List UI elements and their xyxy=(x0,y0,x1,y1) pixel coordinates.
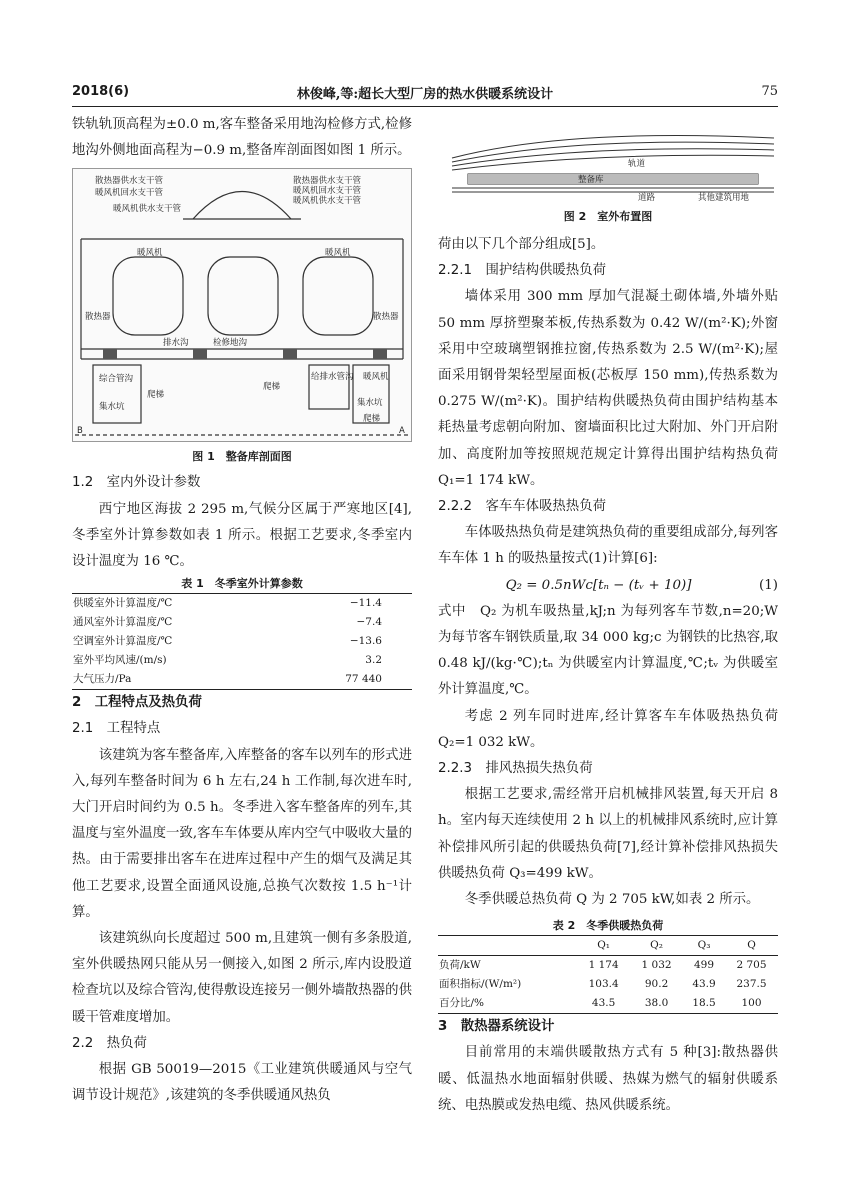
paragraph: 考虑 2 列车同时进库,经计算客车车体吸热热负荷 Q₂=1 032 kW。 xyxy=(438,708,778,750)
label-depot: 整备库 xyxy=(578,175,604,185)
table-cell: 2 705 xyxy=(736,959,767,972)
table-cell: 43.5 xyxy=(577,994,630,1014)
paragraph: 西宁地区海拔 2 295 m,气候分区属于严寒地区[4],冬季室外计算参数如表 1 所示。根据工艺要求,冬季室内设计温度为 16 ℃。 xyxy=(72,501,412,570)
site-plan-svg xyxy=(448,118,778,202)
table-cell: 百分比/% xyxy=(438,994,577,1014)
label-sump-1: 集水坑 xyxy=(99,402,125,413)
section-heading: 2.2.3 排风热损失热负荷 xyxy=(438,761,593,777)
label-drain: 排水沟 xyxy=(163,338,189,349)
equation-number: (1) xyxy=(759,577,778,593)
label-ladder-2: 爬梯 xyxy=(263,382,281,393)
paragraph: 墙体采用 300 mm 厚加气混凝土砌体墙,外墙外贴 50 mm 厚挤塑聚苯板,传热系数为 0.42 W/(m²·K);外窗采用中空玻璃塑钢推拉窗,传热系数为 2.5 W/(m²·K);屋面采用钢骨架轻型屋面板(芯板厚 150 mm),传热系数为 0.275 W/(m²·K)。围护结构供暖热负荷由围护结构基本耗热量考虑朝向附加、窗墙面积比过大附加、外门开启附加、高度附加等按照规范规定计算得出围护结构热负荷 Q₁=1 174 kW。 xyxy=(438,289,778,488)
equation-1 xyxy=(438,573,778,599)
table-cell: 室外平均风速/(m/s) xyxy=(73,654,167,667)
equation-body: Q₂ = 0.5nWc[tₙ − (tᵥ + 10)] xyxy=(505,577,692,593)
table-1 xyxy=(72,593,412,690)
table-cell: 100 xyxy=(725,994,778,1014)
table-cell: 1 174 xyxy=(588,959,619,972)
label-ladder-3: 爬梯 xyxy=(363,414,381,425)
section-heading: 1.2 室内外设计参数 xyxy=(72,475,201,491)
table-cell: 18.5 xyxy=(683,994,725,1014)
table-cell: 通风室外计算温度/℃ xyxy=(73,616,173,629)
label-inspection-pit: 检修地沟 xyxy=(213,338,248,349)
label-axis-a: A xyxy=(399,426,405,437)
paragraph: 式中 Q₂ 为机车吸热量,kJ;n 为每列客车节数,n=20;W 为每节客车钢铁质量,取 34 000 kg;c 为钢铁的比热容,取 0.48 kJ/(kg·℃);tₙ 为供暖室内计算温度,℃;tᵥ 为供暖室外计算温度,℃。 xyxy=(438,603,778,698)
section-drawing-svg xyxy=(73,169,411,439)
table-cell: 38.0 xyxy=(630,994,683,1014)
label-sump-2: 集水坑 xyxy=(357,398,383,409)
page-number: 75 xyxy=(761,84,778,99)
table-cell: Q₂ xyxy=(630,936,683,956)
table-2 xyxy=(438,935,778,1014)
label-other-land: 其他建筑用地 xyxy=(698,193,750,202)
table-cell: 77 440 xyxy=(276,670,412,690)
paragraph: 该建筑纵向长度超过 500 m,且建筑一侧有多条股道,室外供暖热网只能从另一侧接入,如图 2 所示,库内设股道检查坑以及综合管沟,使得敷设连接另一侧外墙散热器的供暖干管难度增加。 xyxy=(72,931,412,1025)
right-column xyxy=(438,232,778,1119)
paragraph: 铁轨轨顶高程为±0.0 m,客车整备采用地沟检修方式,检修地沟外侧地面高程为−0.9 m,整备库剖面图如图 1 所示。 xyxy=(72,117,412,159)
table-cell: 大气压力/Pa xyxy=(72,670,276,690)
issue-label: 2018(6) xyxy=(72,84,130,99)
label-utility-trench: 综合管沟 xyxy=(99,374,134,385)
paragraph: 车体吸热热负荷是建筑热负荷的重要组成部分,每列客车车体 1 h 的吸热量按式(1)计算[6]: xyxy=(438,525,778,567)
section-heading: 2 工程特点及热负荷 xyxy=(72,695,202,711)
table-cell: Q₃ xyxy=(683,936,725,956)
section-heading: 3 散热器系统设计 xyxy=(438,1019,555,1035)
label-axis-b: B xyxy=(77,426,83,437)
figure-1-caption: 图 1 整备库剖面图 xyxy=(192,450,292,464)
label-ladder-1: 爬梯 xyxy=(147,390,165,401)
table-cell: 负荷/kW xyxy=(439,959,481,972)
section-heading: 2.2 热负荷 xyxy=(72,1035,147,1051)
table-cell: −13.6 xyxy=(349,635,382,648)
label-fan-return-right: 暖风机回水支干管 xyxy=(293,186,362,197)
label-track: 轨道 xyxy=(628,159,646,169)
paragraph: 根据工艺要求,需经常开启机械排风装置,每天开启 8 h。室内每天连续使用 2 h 以上的机械排风系统时,应计算补偿排风所引起的供暖热负荷[7],经计算补偿排风热损失供暖热负荷 Q₃=499 kW。 xyxy=(438,787,778,881)
label-road: 道路 xyxy=(638,193,656,202)
section-heading: 2.2.1 围护结构供暖热负荷 xyxy=(438,263,606,279)
table-cell: 面积指标/(W/m²) xyxy=(439,978,522,991)
table-cell: 499 xyxy=(693,959,715,972)
label-radiator-2: 散热器 xyxy=(373,312,399,323)
table-cell: 103.4 xyxy=(588,978,619,991)
running-title: 林俊峰,等:超长大型厂房的热水供暖系统设计 xyxy=(296,87,554,102)
label-radiator-1: 散热器 xyxy=(85,312,111,323)
paragraph: 该建筑为客车整备库,入库整备的客车以列车的形式进入,每列车整备时间为 6 h 左右,24 h 工作制,每次进车时,大门开启时间约为 0.5 h。冬季进入客车整备库的列车,其温度与室外温度一致,客车车体要从库内空气中吸收大量的热。由于需要排出客车在进库过程中产生的烟气及满足其他工艺要求,设置全面通风设施,总换气次数按 1.5 h⁻¹计算。 xyxy=(72,747,412,920)
table-cell: 237.5 xyxy=(736,978,767,991)
paragraph: 目前常用的末端供暖散热方式有 5 种[3]:散热器供暖、低温热水地面辐射供暖、热媒为燃气的辐射供暖系统、电热膜或发热电缆、热风供暖系统。 xyxy=(438,1045,778,1113)
label-fan-heater-1: 暖风机 xyxy=(137,248,163,259)
table-cell: 90.2 xyxy=(644,978,669,991)
table-2-caption: 表 2 冬季供暖热负荷 xyxy=(552,919,664,933)
running-header xyxy=(72,82,778,107)
table-cell xyxy=(438,936,577,956)
label-radiator-supply-right: 散热器供水支干管 xyxy=(293,176,362,187)
label-fan-heater-3: 暖风机 xyxy=(363,372,389,383)
table-cell: 1 032 xyxy=(641,959,672,972)
paragraph: 根据 GB 50019—2015《工业建筑供暖通风与空气调节设计规范》,该建筑的冬季供暖通风热负 xyxy=(72,1062,412,1104)
paragraph: 荷由以下几个部分组成[5]。 xyxy=(438,237,605,252)
label-fan-supply-right: 暖风机供水支干管 xyxy=(293,196,362,207)
label-water-trench: 给排水管沟 xyxy=(311,372,354,383)
left-column xyxy=(72,112,412,1109)
table-cell: Q xyxy=(725,936,778,956)
table-1-caption: 表 1 冬季室外计算参数 xyxy=(181,577,303,591)
table-cell: −7.4 xyxy=(356,616,382,629)
table-cell: −11.4 xyxy=(276,594,412,614)
table-cell: 3.2 xyxy=(365,654,382,667)
figure-2-site-plan xyxy=(448,118,778,202)
table-cell: 供暖室外计算温度/℃ xyxy=(72,594,276,614)
section-heading: 2.2.2 客车车体吸热热负荷 xyxy=(438,499,606,515)
figure-1-section-drawing xyxy=(72,168,412,442)
table-cell: Q₁ xyxy=(577,936,630,956)
table-cell: 空调室外计算温度/℃ xyxy=(73,635,173,648)
label-fan-return-left: 暖风机回水支干管 xyxy=(95,188,164,199)
paragraph: 冬季供暖总热负荷 Q 为 2 705 kW,如表 2 所示。 xyxy=(464,892,760,908)
label-fan-heater-2: 暖风机 xyxy=(325,248,351,259)
section-heading: 2.1 工程特点 xyxy=(72,721,161,737)
table-cell: 43.9 xyxy=(692,978,716,991)
label-fan-supply-left: 暖风机供水支干管 xyxy=(113,204,182,215)
label-radiator-supply-left: 散热器供水支干管 xyxy=(95,176,164,187)
figure-2-caption: 图 2 室外布置图 xyxy=(563,210,653,223)
